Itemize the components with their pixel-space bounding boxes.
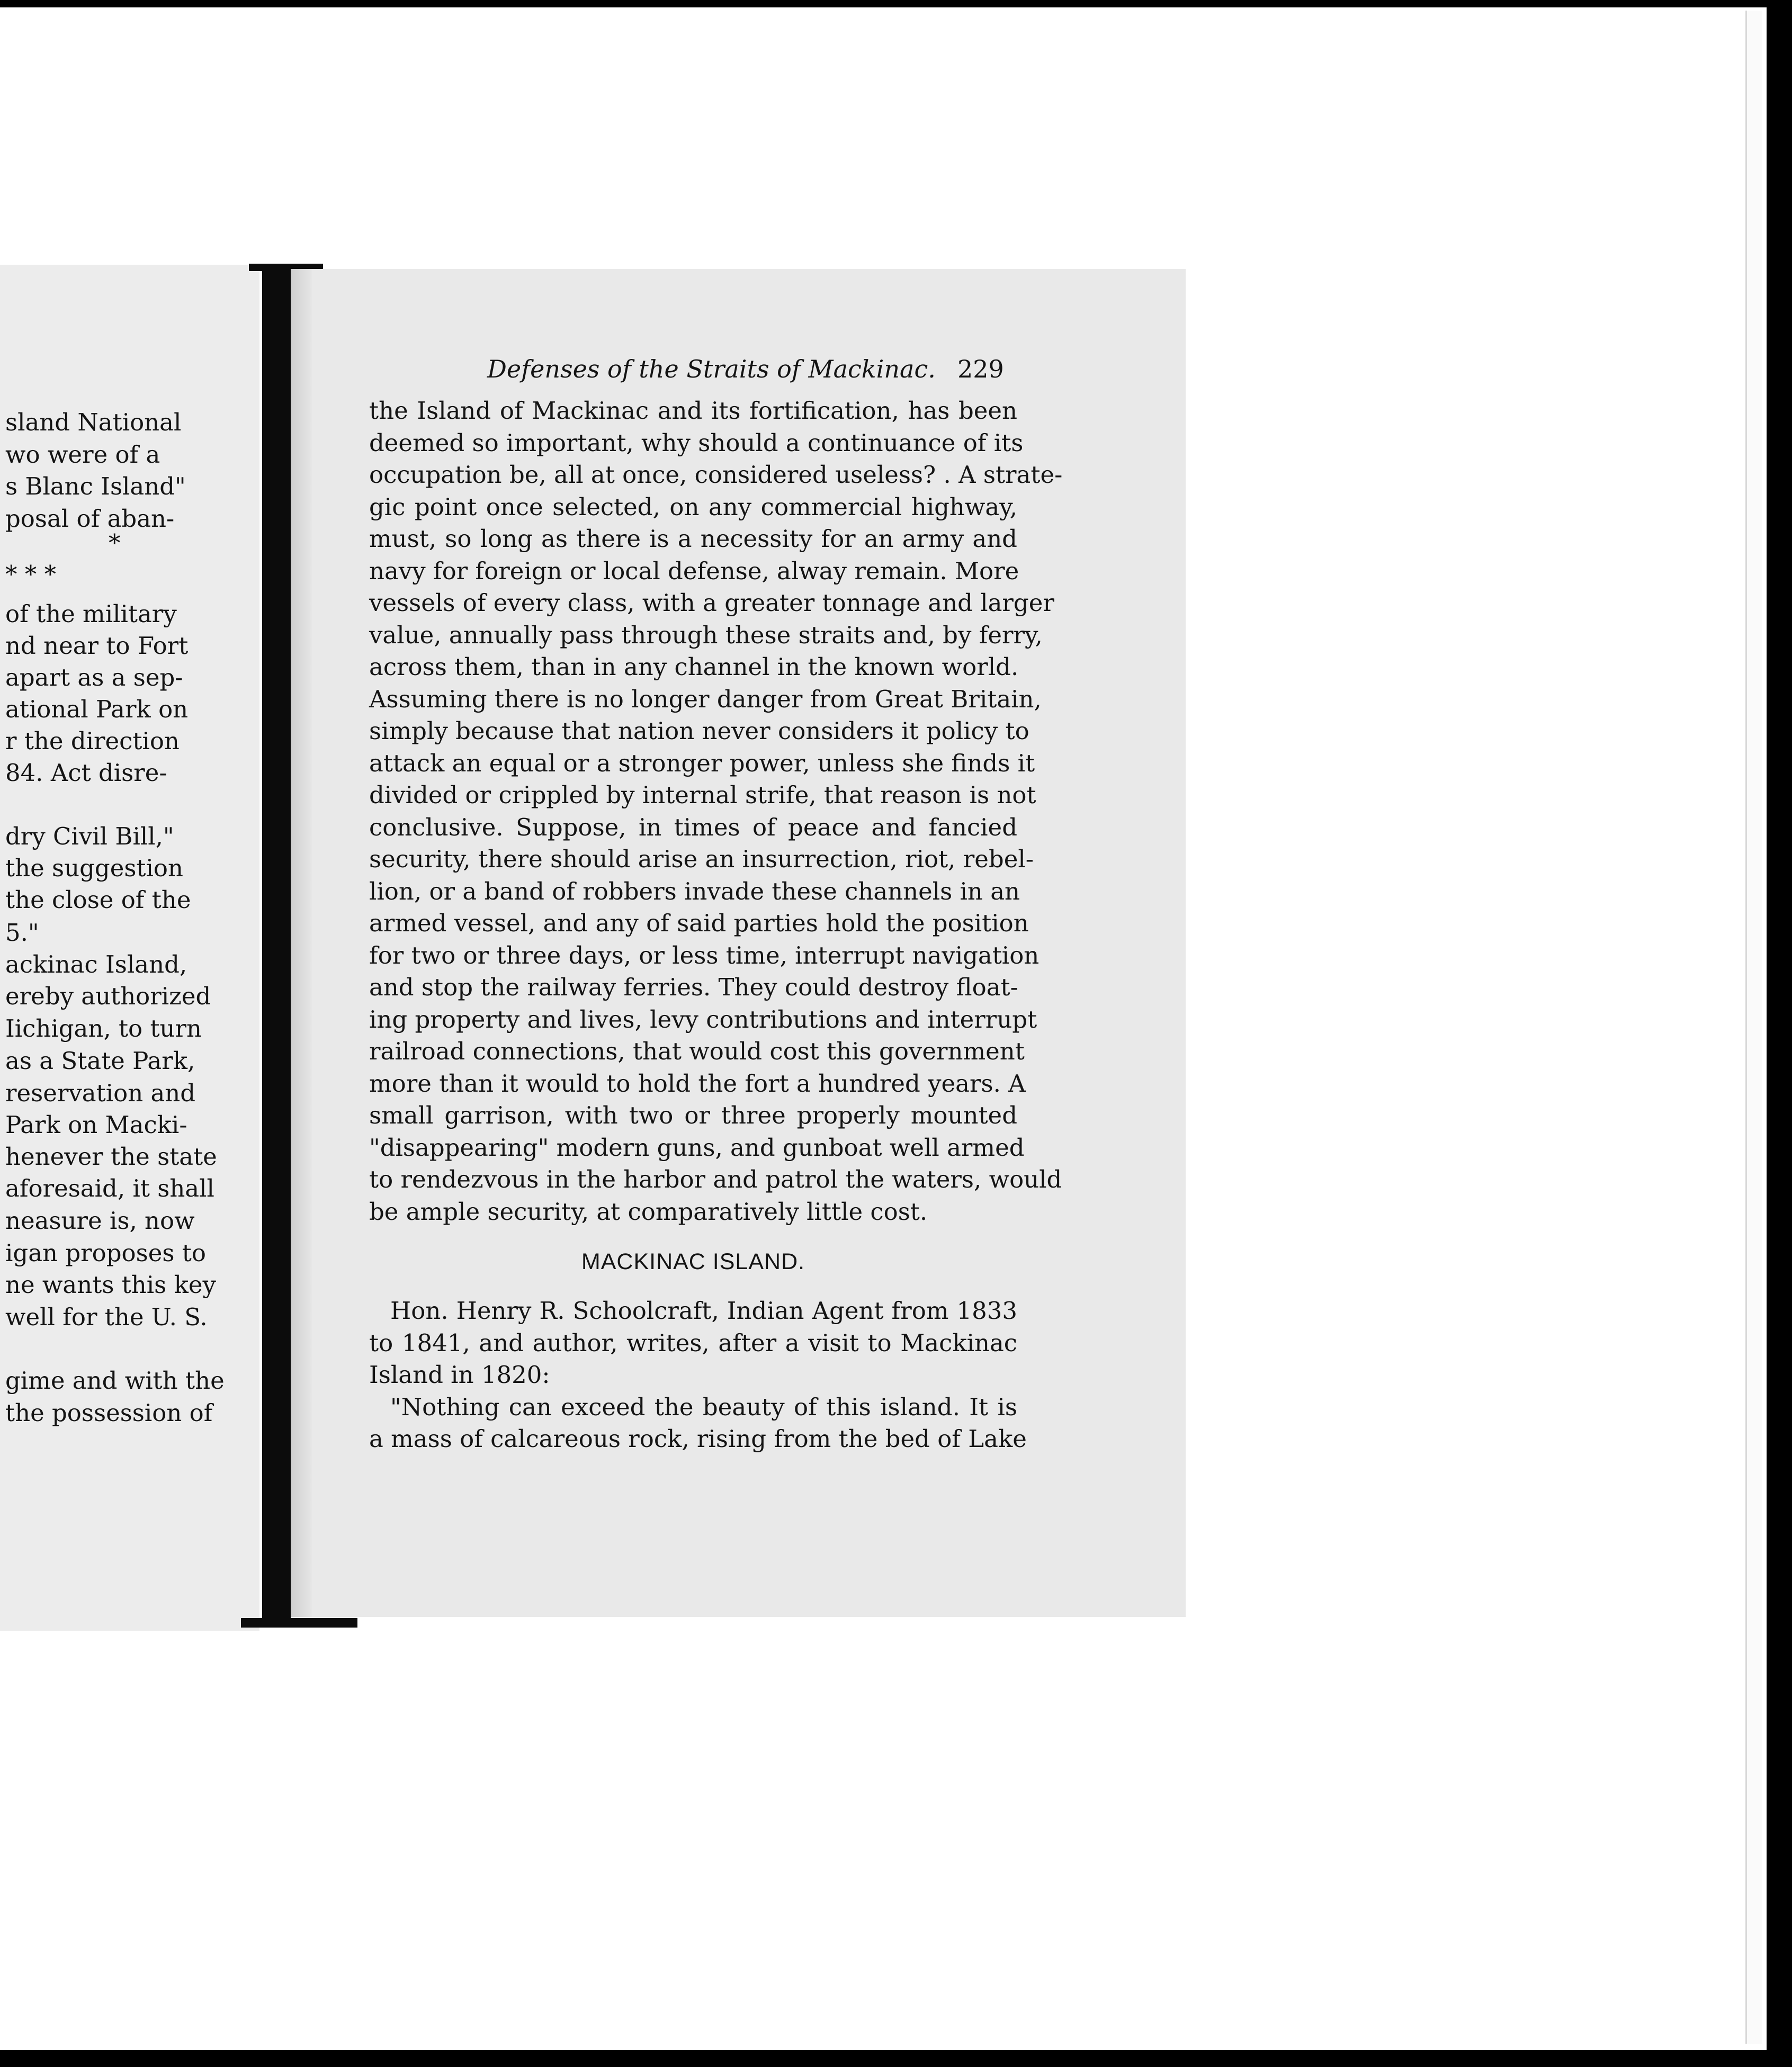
left-line: reservation and [5, 1079, 196, 1107]
left-line: dry Civil Bill," [5, 822, 174, 850]
left-line: apart as a sep- [5, 663, 183, 691]
text-line: attack an equal or a stronger power, unless she finds it [369, 749, 1035, 777]
left-line: posal of aban- [5, 505, 175, 533]
text-line: occupation be, all at once, considered useless? . A strate- [369, 461, 1063, 489]
text-line: "Nothing can exceed the beauty of this island. It is [390, 1393, 1017, 1421]
text-line: a mass of calcareous rock, rising from the bed of Lake [369, 1425, 1027, 1453]
text-line: the Island of Mackinac and its fortification, has been [369, 397, 1017, 425]
text-line: must, so long as there is a necessity for an army and [369, 525, 1017, 553]
section-heading: MACKINAC ISLAND. [581, 1249, 805, 1274]
text-line: conclusive. Suppose, in times of peace and fancied [369, 813, 1017, 841]
left-line: igan proposes to [5, 1239, 206, 1267]
text-line: railroad connections, that would cost this government [369, 1037, 1025, 1065]
left-line: neasure is, now [5, 1207, 195, 1235]
text-line: across them, than in any channel in the known world. [369, 653, 1019, 681]
left-line: aforesaid, it shall [5, 1174, 214, 1202]
text-line: Island in 1820: [369, 1361, 550, 1389]
left-line: the close of the [5, 886, 191, 914]
left-line: well for the U. S. [5, 1303, 208, 1331]
text-line: "disappearing" modern guns, and gunboat well armed [369, 1134, 1025, 1162]
text-line: security, there should arise an insurrection, riot, rebel- [369, 845, 1034, 873]
text-line: Hon. Henry R. Schoolcraft, Indian Agent from 1833 [390, 1297, 1017, 1325]
text-line: to rendezvous in the harbor and patrol the waters, would [369, 1165, 1062, 1193]
left-line: 84. Act disre- [5, 759, 167, 787]
scan-border-top [0, 0, 1792, 7]
left-line: the possession of [5, 1399, 213, 1427]
left-line: * * * [5, 560, 57, 588]
scan-border-bottom [0, 2050, 1792, 2067]
scan-edge-right [1745, 11, 1762, 2044]
text-line: small garrison, with two or three properly mounted [369, 1101, 1017, 1129]
text-line: ing property and lives, levy contributions and interrupt [369, 1005, 1037, 1034]
scan-border-right [1767, 0, 1792, 2067]
left-line: gime and with the [5, 1367, 225, 1395]
text-line: simply because that nation never considers it policy to [369, 717, 1029, 745]
text-line: Assuming there is no longer danger from Great Britain, [369, 685, 1042, 713]
text-line: and stop the railway ferries. They could destroy float- [369, 973, 1018, 1001]
left-line: ackinac Island, [5, 950, 187, 978]
binding-bottom-edge [241, 1618, 357, 1628]
left-line: ational Park on [5, 695, 189, 723]
left-page [0, 265, 259, 1631]
left-line: wo were of a [5, 441, 160, 469]
text-line: value, annually pass through these straits and, by ferry, [369, 621, 1043, 649]
left-line: ereby authorized [5, 982, 211, 1010]
text-line: more than it would to hold the fort a hundred years. A [369, 1070, 1026, 1098]
left-line: henever the state [5, 1143, 217, 1171]
text-line: to 1841, and author, writes, after a visit to Mackinac [369, 1329, 1017, 1357]
left-line: nd near to Fort [5, 632, 189, 660]
text-line: vessels of every class, with a greater tonnage and larger [369, 589, 1054, 617]
page-number: 229 [957, 355, 1004, 383]
text-line: for two or three days, or less time, interrupt navigation [369, 941, 1040, 969]
left-line: * [109, 529, 121, 557]
running-head: Defenses of the Straits of Mackinac. [487, 355, 936, 383]
text-line: divided or crippled by internal strife, that reason is not [369, 781, 1036, 809]
left-line: as a State Park, [5, 1047, 195, 1075]
left-line: r the direction [5, 727, 180, 755]
text-line: armed vessel, and any of said parties hold the position [369, 909, 1029, 937]
text-line: be ample security, at comparatively little cost. [369, 1198, 928, 1226]
text-line: gic point once selected, on any commercial highway, [369, 493, 1017, 521]
left-line: ne wants this key [5, 1271, 216, 1299]
left-line: 5." [5, 919, 39, 947]
left-line: Park on Macki- [5, 1111, 187, 1139]
text-line: lion, or a band of robbers invade these channels in an [369, 877, 1020, 905]
gutter-shadow [291, 269, 312, 1617]
left-line: the suggestion [5, 854, 183, 882]
left-line: s Blanc Island" [5, 472, 186, 500]
left-line: sland National [5, 408, 182, 436]
text-line: deemed so important, why should a continuance of its [369, 429, 1024, 457]
book-binding [262, 269, 291, 1624]
left-line: Iichigan, to turn [5, 1014, 202, 1043]
left-line: of the military [5, 600, 177, 628]
text-line: navy for foreign or local defense, alway remain. More [369, 557, 1019, 585]
